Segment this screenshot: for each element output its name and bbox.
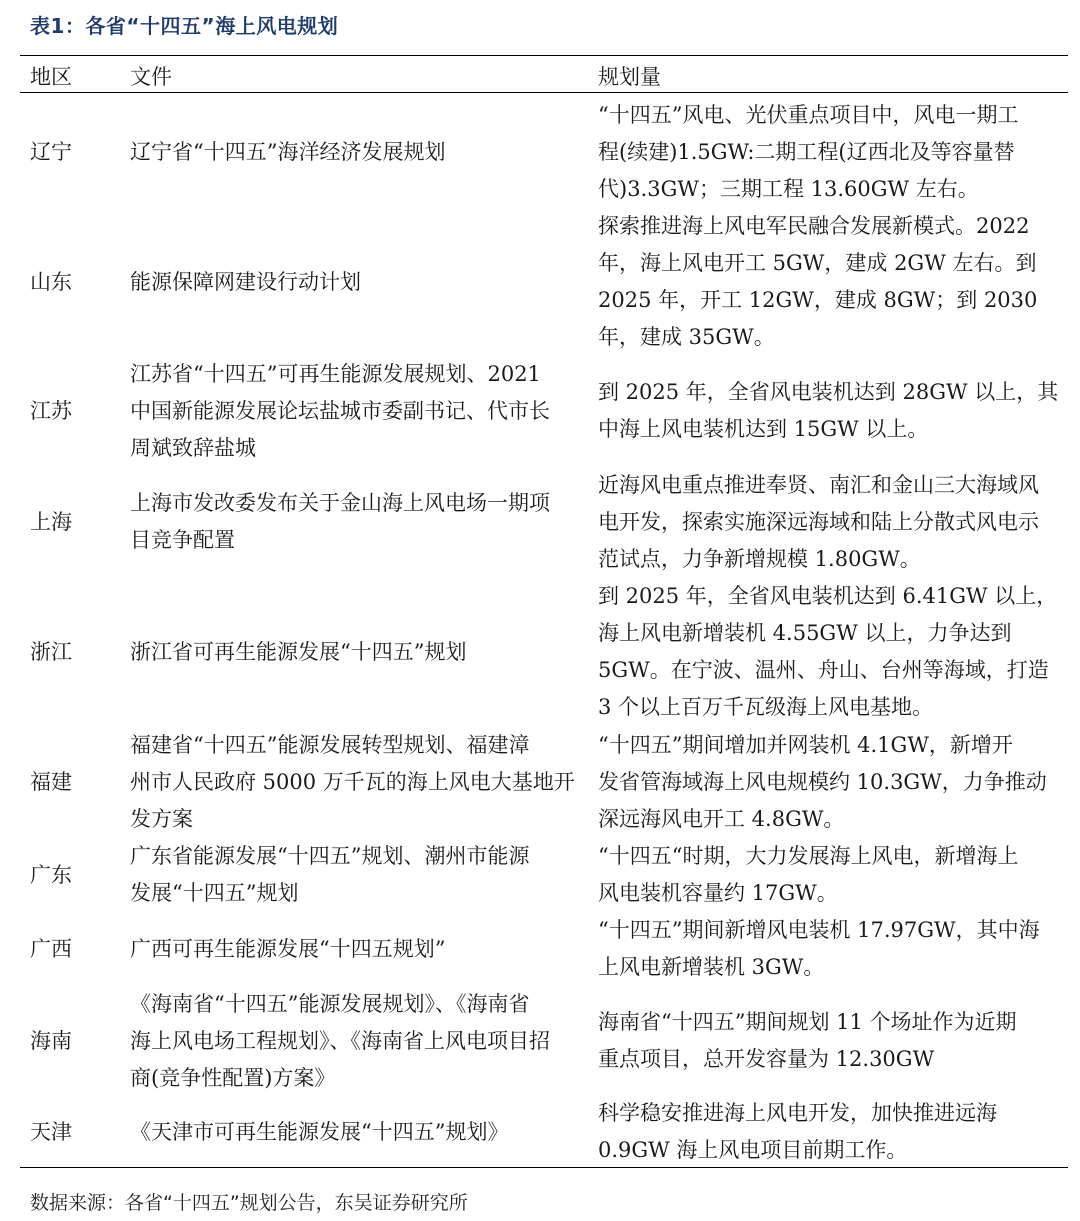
plan-cell: 近海风电重点推进奉贤、南汇和金山三大海域风 电开发，探索实施深远海域和陆上分散式风电示 范试点，力争新增规模 1.80GW。 [598,472,1039,571]
plan-cell: “十四五”期间新增风电装机 17.97GW，其中海 上风电新增装机 3GW。 [598,918,1040,979]
file-cell: 辽宁省“十四五”海洋经济发展规划 [130,139,446,164]
region-cell: 辽宁 [30,139,72,164]
table-row [0,356,1080,466]
file-cell: 广西可再生能源发展“十四五规划” [130,936,446,961]
file-cell: 《海南省“十四五”能源发展规划》、《海南省 海上风电场工程规划》、《海南省上风电项目招 商(竞争性配置)方案》 [130,991,550,1090]
plan-cell: “十四五”风电、光伏重点项目中，风电一期工 程(续建)1.5GW:二期工程(辽西北及等容量替 代)3.3GW；三期工程 13.60GW 左右。 [598,102,1019,201]
region-cell: 广西 [30,936,72,961]
file-cell: 浙江省可再生能源发展“十四五”规划 [130,639,467,664]
region-cell: 福建 [30,769,72,794]
file-cell: 《天津市可再生能源发展“十四五”规划》 [130,1119,509,1144]
source-note: 数据来源：各省“十四五”规划公告，东吴证券研究所 [30,1192,468,1214]
top-rule [20,55,1068,56]
header-plan: 规划量 [598,65,661,89]
table-row [0,466,1080,578]
file-cell: 广东省能源发展“十四五”规划、潮州市能源 发展“十四五”规划 [130,844,530,905]
plan-cell: 到 2025 年，全省风电装机达到 28GW 以上，其 中海上风电装机达到 15GW 以上。 [598,380,1059,441]
plan-cell: “十四五”期间增加并网装机 4.1GW，新增开 发省管海域海上风电规模约 10.3GW，力争推动 深远海风电开工 4.8GW。 [598,732,1047,831]
region-cell: 海南 [30,1028,72,1053]
region-cell: 广东 [30,862,72,887]
region-cell: 上海 [30,509,72,534]
header-region: 地区 [30,65,72,89]
plan-cell: 科学稳安推进海上风电开发，加快推进远海 0.9GW 海上风电项目前期工作。 [598,1101,997,1162]
plan-cell: 海南省“十四五”期间规划 11 个场址作为近期 重点项目，总开发容量为 12.30GW [598,1010,1017,1071]
table-title: 表1：各省“十四五”海上风电规划 [30,14,339,38]
region-cell: 山东 [30,269,72,294]
file-cell: 福建省“十四五”能源发展转型规划、福建漳 州市人民政府 5000 万千瓦的海上风电大基地开 发方案 [130,732,575,831]
table-row [0,986,1080,1096]
region-cell: 江苏 [30,398,72,423]
plan-cell: “十四五“时期，大力发展海上风电，新增海上 风电装机容量约 17GW。 [598,844,1019,905]
file-cell: 江苏省“十四五”可再生能源发展规划、2021 中国新能源发展论坛盐城市委副书记、代市长 周斌致辞盐城 [130,361,550,460]
file-cell: 上海市发改委发布关于金山海上风电场一期项 目竞争配置 [130,491,550,552]
region-cell: 浙江 [30,639,72,664]
table-row [0,726,1080,838]
table-row [0,912,1080,986]
file-cell: 能源保障网建设行动计划 [130,269,361,294]
plan-cell: 探索推进海上风电军民融合发展新模式。2022 年，海上风电开工 5GW，建成 2GW 左右。到 2025 年，开工 12GW，建成 8GW；到 2030 年，建成 35GW。 [598,214,1038,349]
table-row [0,96,1080,208]
bottom-rule [20,1167,1068,1168]
table-row [0,578,1080,726]
table-row [0,208,1080,356]
plan-cell: 到 2025 年，全省风电装机达到 6.41GW 以上， 海上风电新增装机 4.55GW 以上，力争达到 5GW。在宁波、温州、舟山、台州等海域，打造 3 个以上百万千瓦级海上风电基地。 [598,584,1058,719]
table-row [0,1096,1080,1168]
region-cell: 天津 [30,1119,72,1144]
header-file: 文件 [130,65,172,89]
header-rule [20,92,1068,93]
table-row [0,838,1080,912]
